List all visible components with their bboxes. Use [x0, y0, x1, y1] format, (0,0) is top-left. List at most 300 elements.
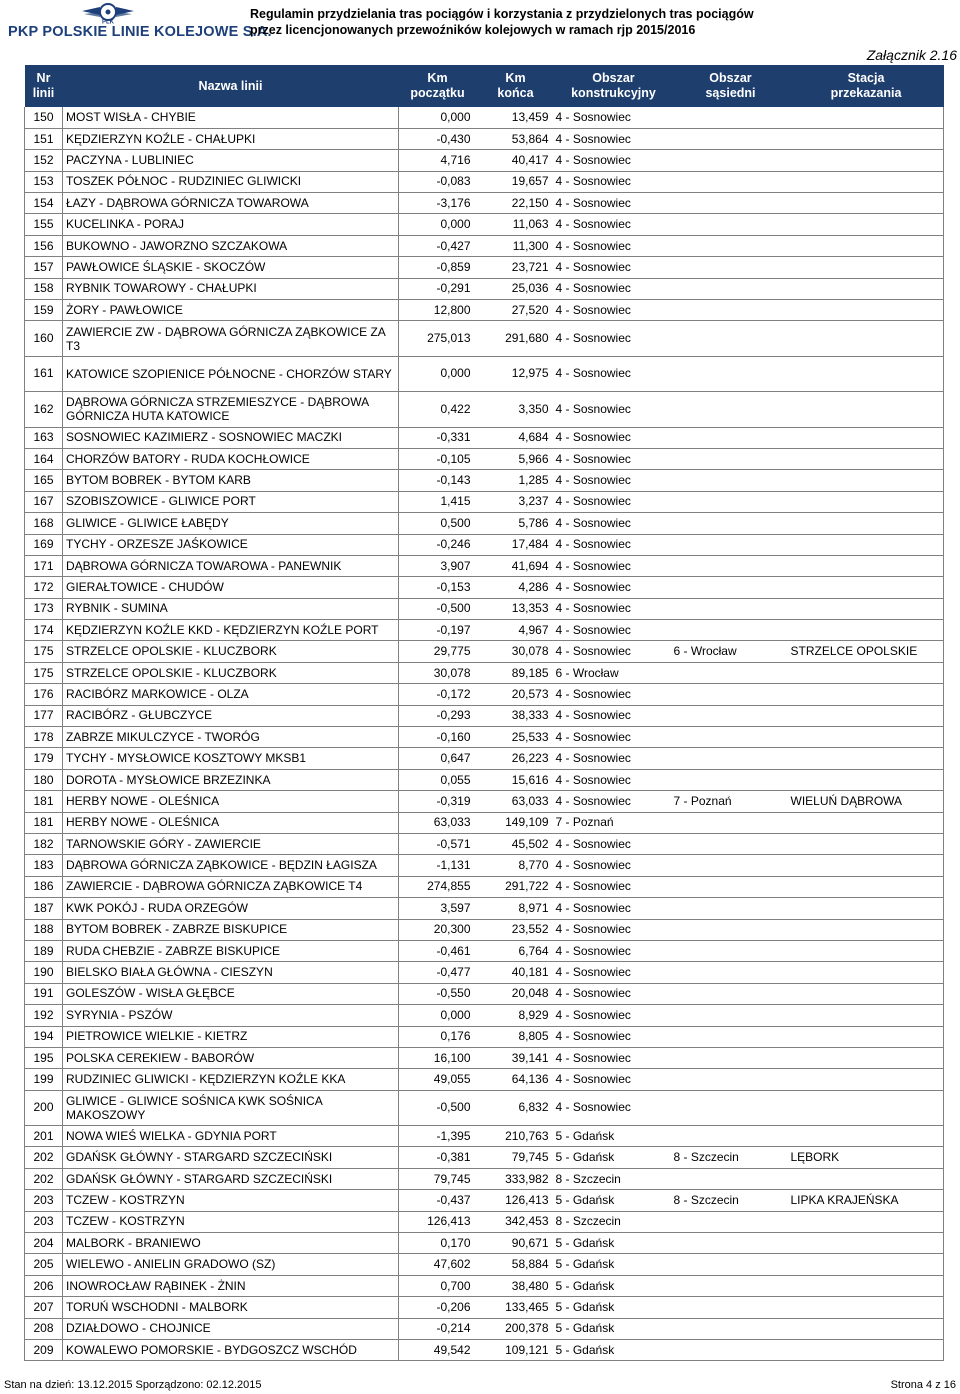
table-row: [25, 491, 944, 512]
cell-neighbor-area: [673, 855, 789, 876]
cell-km-end: 89,185: [477, 662, 555, 683]
table-row: [25, 577, 944, 598]
cell-km-end: 38,480: [477, 1275, 555, 1296]
cell-neighbor-area: [673, 1026, 789, 1047]
pkp-plk-logo: [4, 2, 272, 42]
cell-km-start: -0,246: [399, 534, 477, 555]
cell-km-start: -0,331: [399, 427, 477, 448]
table-row: [25, 235, 944, 256]
cell-line-number: 177: [25, 705, 63, 726]
cell-km-end: 15,616: [477, 769, 555, 790]
cell-area: 5 - Gdańsk: [555, 1318, 673, 1339]
cell-handover-station: [789, 748, 944, 769]
cell-line-number: 175: [25, 641, 63, 662]
cell-km-start: -0,083: [399, 171, 477, 192]
cell-neighbor-area: [673, 193, 789, 214]
table-row: [25, 1090, 944, 1125]
cell-km-start: 16,100: [399, 1047, 477, 1068]
cell-handover-station: [789, 1026, 944, 1047]
cell-km-start: 30,078: [399, 662, 477, 683]
table-row: [25, 513, 944, 534]
cell-km-start: 0,700: [399, 1275, 477, 1296]
cell-neighbor-area: [673, 1211, 789, 1232]
cell-km-start: 274,855: [399, 876, 477, 897]
cell-neighbor-area: [673, 278, 789, 299]
cell-neighbor-area: [673, 812, 789, 833]
cell-area: 4 - Sosnowiec: [555, 300, 673, 321]
cell-km-start: -0,477: [399, 962, 477, 983]
cell-line-name: DĄBROWA GÓRNICZA STRZEMIESZYCE - DĄBROWA GÓRNICZA HUTA KATOWICE: [63, 392, 399, 427]
cell-km-end: 23,721: [477, 257, 555, 278]
cell-line-number: 152: [25, 150, 63, 171]
table-row: [25, 791, 944, 812]
cell-line-number: 186: [25, 876, 63, 897]
cell-handover-station: [789, 1318, 944, 1339]
cell-area: 4 - Sosnowiec: [555, 834, 673, 855]
cell-line-number: 153: [25, 171, 63, 192]
table-body: [25, 107, 944, 1361]
cell-km-end: 3,350: [477, 392, 555, 427]
table-row: [25, 150, 944, 171]
cell-handover-station: [789, 684, 944, 705]
cell-line-number: 180: [25, 769, 63, 790]
annex-label: Załącznik 2.16: [866, 47, 957, 63]
cell-km-end: 25,533: [477, 727, 555, 748]
cell-km-start: 79,745: [399, 1168, 477, 1189]
railway-lines-table: [24, 65, 944, 1361]
cell-km-start: 63,033: [399, 812, 477, 833]
table-row: [25, 1026, 944, 1047]
cell-km-start: 3,907: [399, 555, 477, 576]
table-row: [25, 684, 944, 705]
cell-km-start: -0,381: [399, 1147, 477, 1168]
column-header-station: Stacja przekazania: [789, 65, 944, 107]
cell-handover-station: LIPKA KRAJEŃSKA: [789, 1190, 944, 1211]
cell-line-name: RACIBÓRZ MARKOWICE - OLZA: [63, 684, 399, 705]
cell-area: 4 - Sosnowiec: [555, 107, 673, 128]
cell-km-end: 90,671: [477, 1233, 555, 1254]
cell-neighbor-area: 6 - Wrocław: [673, 641, 789, 662]
column-header-area: Obszar konstrukcyjny: [555, 65, 673, 107]
cell-km-end: 291,680: [477, 321, 555, 356]
cell-area: 4 - Sosnowiec: [555, 1005, 673, 1026]
cell-area: 4 - Sosnowiec: [555, 641, 673, 662]
cell-km-start: 0,000: [399, 1005, 477, 1026]
cell-line-number: 207: [25, 1297, 63, 1318]
cell-neighbor-area: [673, 470, 789, 491]
cell-km-start: 47,602: [399, 1254, 477, 1275]
cell-line-number: 173: [25, 598, 63, 619]
cell-neighbor-area: [673, 427, 789, 448]
cell-handover-station: [789, 1126, 944, 1147]
cell-km-end: 1,285: [477, 470, 555, 491]
cell-handover-station: [789, 1254, 944, 1275]
cell-neighbor-area: [673, 171, 789, 192]
cell-line-number: 159: [25, 300, 63, 321]
cell-neighbor-area: [673, 356, 789, 391]
cell-line-name: TCZEW - KOSTRZYN: [63, 1190, 399, 1211]
cell-line-number: 187: [25, 898, 63, 919]
cell-handover-station: [789, 257, 944, 278]
cell-line-name: RACIBÓRZ - GŁUBCZYCE: [63, 705, 399, 726]
cell-km-start: 49,542: [399, 1339, 477, 1360]
cell-line-name: INOWROCŁAW RĄBINEK - ŻNIN: [63, 1275, 399, 1296]
cell-area: 4 - Sosnowiec: [555, 855, 673, 876]
cell-area: 4 - Sosnowiec: [555, 598, 673, 619]
cell-km-end: 291,722: [477, 876, 555, 897]
table-row: [25, 193, 944, 214]
cell-neighbor-area: [673, 962, 789, 983]
cell-neighbor-area: [673, 1126, 789, 1147]
cell-neighbor-area: [673, 128, 789, 149]
cell-km-end: 20,573: [477, 684, 555, 705]
cell-line-number: 168: [25, 513, 63, 534]
cell-handover-station: [789, 834, 944, 855]
cell-handover-station: [789, 983, 944, 1004]
cell-line-name: GIERAŁTOWICE - CHUDÓW: [63, 577, 399, 598]
cell-area: 4 - Sosnowiec: [555, 1047, 673, 1068]
cell-km-end: 3,237: [477, 491, 555, 512]
cell-area: 4 - Sosnowiec: [555, 257, 673, 278]
cell-line-name: STRZELCE OPOLSKIE - KLUCZBORK: [63, 662, 399, 683]
cell-line-number: 181: [25, 791, 63, 812]
cell-neighbor-area: [673, 214, 789, 235]
table-header-row: [25, 65, 944, 107]
cell-km-start: -0,160: [399, 727, 477, 748]
cell-area: 4 - Sosnowiec: [555, 1026, 673, 1047]
cell-km-start: -0,859: [399, 257, 477, 278]
cell-area: 4 - Sosnowiec: [555, 769, 673, 790]
cell-line-number: 162: [25, 392, 63, 427]
cell-km-start: -0,172: [399, 684, 477, 705]
cell-km-end: 27,520: [477, 300, 555, 321]
cell-handover-station: [789, 214, 944, 235]
cell-line-name: WIELEWO - ANIELIN GRADOWO (SZ): [63, 1254, 399, 1275]
table-row: [25, 1005, 944, 1026]
cell-km-start: 49,055: [399, 1069, 477, 1090]
cell-line-name: TOSZEK PÓŁNOC - RUDZINIEC GLIWICKI: [63, 171, 399, 192]
cell-area: 5 - Gdańsk: [555, 1147, 673, 1168]
cell-line-number: 163: [25, 427, 63, 448]
cell-km-end: 149,109: [477, 812, 555, 833]
cell-km-start: -0,143: [399, 470, 477, 491]
cell-line-number: 183: [25, 855, 63, 876]
cell-neighbor-area: [673, 257, 789, 278]
cell-area: 4 - Sosnowiec: [555, 919, 673, 940]
cell-neighbor-area: [673, 1047, 789, 1068]
cell-line-name: RYBNIK TOWAROWY - CHAŁUPKI: [63, 278, 399, 299]
cell-line-name: GDAŃSK GŁÓWNY - STARGARD SZCZECIŃSKI: [63, 1147, 399, 1168]
cell-line-name: TYCHY - MYSŁOWICE KOSZTOWY MKSB1: [63, 748, 399, 769]
cell-area: 6 - Wrocław: [555, 662, 673, 683]
cell-line-name: TYCHY - ORZESZE JAŚKOWICE: [63, 534, 399, 555]
cell-handover-station: [789, 598, 944, 619]
cell-area: 4 - Sosnowiec: [555, 555, 673, 576]
cell-handover-station: [789, 769, 944, 790]
cell-line-number: 191: [25, 983, 63, 1004]
cell-km-end: 5,786: [477, 513, 555, 534]
cell-handover-station: [789, 470, 944, 491]
cell-km-start: -0,105: [399, 448, 477, 469]
cell-handover-station: [789, 356, 944, 391]
cell-area: 4 - Sosnowiec: [555, 392, 673, 427]
cell-line-name: RYBNIK - SUMINA: [63, 598, 399, 619]
cell-line-name: POLSKA CEREKIEW - BABORÓW: [63, 1047, 399, 1068]
cell-km-end: 13,353: [477, 598, 555, 619]
cell-line-number: 164: [25, 448, 63, 469]
cell-handover-station: [789, 1211, 944, 1232]
cell-line-number: 189: [25, 940, 63, 961]
cell-handover-station: [789, 662, 944, 683]
cell-km-end: 63,033: [477, 791, 555, 812]
cell-line-name: NOWA WIEŚ WIELKA - GDYNIA PORT: [63, 1126, 399, 1147]
cell-line-number: 202: [25, 1168, 63, 1189]
cell-neighbor-area: [673, 300, 789, 321]
column-header-name: Nazwa linii: [63, 65, 399, 107]
cell-neighbor-area: [673, 235, 789, 256]
cell-area: 4 - Sosnowiec: [555, 898, 673, 919]
cell-line-name: SOSNOWIEC KAZIMIERZ - SOSNOWIEC MACZKI: [63, 427, 399, 448]
cell-line-number: 156: [25, 235, 63, 256]
table-row: [25, 1254, 944, 1275]
cell-neighbor-area: [673, 727, 789, 748]
table-row: [25, 940, 944, 961]
table-row: [25, 1211, 944, 1232]
cell-area: 4 - Sosnowiec: [555, 1069, 673, 1090]
cell-km-start: -0,291: [399, 278, 477, 299]
cell-neighbor-area: [673, 1297, 789, 1318]
cell-area: 4 - Sosnowiec: [555, 1090, 673, 1125]
table-row: [25, 171, 944, 192]
cell-line-name: MALBORK - BRANIEWO: [63, 1233, 399, 1254]
cell-km-start: -1,131: [399, 855, 477, 876]
cell-line-name: GLIWICE - GLIWICE SOŚNICA KWK SOŚNICA MAKOSZOWY: [63, 1090, 399, 1125]
cell-km-start: 275,013: [399, 321, 477, 356]
cell-neighbor-area: [673, 321, 789, 356]
cell-km-end: 4,286: [477, 577, 555, 598]
cell-handover-station: [789, 555, 944, 576]
cell-neighbor-area: [673, 448, 789, 469]
cell-km-end: 26,223: [477, 748, 555, 769]
cell-handover-station: [789, 705, 944, 726]
table-row: [25, 898, 944, 919]
cell-line-number: 182: [25, 834, 63, 855]
cell-line-number: 175: [25, 662, 63, 683]
cell-line-number: 190: [25, 962, 63, 983]
cell-neighbor-area: [673, 1005, 789, 1026]
cell-handover-station: [789, 1233, 944, 1254]
table-row: [25, 662, 944, 683]
cell-neighbor-area: [673, 598, 789, 619]
cell-line-number: 158: [25, 278, 63, 299]
table-row: [25, 321, 944, 356]
cell-area: 4 - Sosnowiec: [555, 684, 673, 705]
cell-km-end: 6,764: [477, 940, 555, 961]
cell-area: 5 - Gdańsk: [555, 1233, 673, 1254]
cell-line-name: PACZYNA - LUBLINIEC: [63, 150, 399, 171]
cell-km-start: -1,395: [399, 1126, 477, 1147]
cell-line-name: MOST WISŁA - CHYBIE: [63, 107, 399, 128]
cell-km-end: 11,063: [477, 214, 555, 235]
cell-neighbor-area: 8 - Szczecin: [673, 1147, 789, 1168]
column-header-neighbor: Obszar sąsiedni: [673, 65, 789, 107]
cell-km-end: 13,459: [477, 107, 555, 128]
cell-line-name: KOWALEWO POMORSKIE - BYDGOSZCZ WSCHÓD: [63, 1339, 399, 1360]
cell-km-end: 200,378: [477, 1318, 555, 1339]
cell-km-start: 126,413: [399, 1211, 477, 1232]
cell-handover-station: [789, 300, 944, 321]
cell-km-start: 4,716: [399, 150, 477, 171]
cell-area: 5 - Gdańsk: [555, 1275, 673, 1296]
cell-km-start: 0,176: [399, 1026, 477, 1047]
cell-area: 8 - Szczecin: [555, 1168, 673, 1189]
logo-mark-text: PLK: [102, 19, 114, 24]
cell-line-name: GDAŃSK GŁÓWNY - STARGARD SZCZECIŃSKI: [63, 1168, 399, 1189]
cell-line-number: 171: [25, 555, 63, 576]
cell-km-start: 12,800: [399, 300, 477, 321]
cell-line-name: ŻORY - PAWŁOWICE: [63, 300, 399, 321]
cell-km-start: -0,319: [399, 791, 477, 812]
page-header: [0, 0, 960, 44]
cell-km-end: 5,966: [477, 448, 555, 469]
footer-page-number: Strona 4 z 16: [890, 1379, 956, 1391]
cell-area: 4 - Sosnowiec: [555, 791, 673, 812]
cell-neighbor-area: [673, 983, 789, 1004]
table-row: [25, 392, 944, 427]
table-row: [25, 855, 944, 876]
cell-line-name: GLIWICE - GLIWICE ŁABĘDY: [63, 513, 399, 534]
cell-area: 4 - Sosnowiec: [555, 876, 673, 897]
table-row: [25, 705, 944, 726]
cell-area: 4 - Sosnowiec: [555, 235, 673, 256]
cell-km-end: 8,805: [477, 1026, 555, 1047]
cell-handover-station: [789, 513, 944, 534]
cell-km-end: 126,413: [477, 1190, 555, 1211]
table-row: [25, 812, 944, 833]
cell-line-name: SZOBISZOWICE - GLIWICE PORT: [63, 491, 399, 512]
cell-handover-station: [789, 534, 944, 555]
cell-km-end: 109,121: [477, 1339, 555, 1360]
cell-km-start: -0,293: [399, 705, 477, 726]
cell-neighbor-area: [673, 662, 789, 683]
cell-handover-station: [789, 812, 944, 833]
cell-km-start: 1,415: [399, 491, 477, 512]
cell-line-number: 188: [25, 919, 63, 940]
cell-line-name: ZABRZE MIKULCZYCE - TWORÓG: [63, 727, 399, 748]
cell-km-end: 64,136: [477, 1069, 555, 1090]
cell-neighbor-area: [673, 392, 789, 427]
cell-area: 4 - Sosnowiec: [555, 278, 673, 299]
cell-area: 5 - Gdańsk: [555, 1297, 673, 1318]
cell-line-number: 202: [25, 1147, 63, 1168]
cell-neighbor-area: [673, 705, 789, 726]
cell-handover-station: [789, 321, 944, 356]
cell-line-number: 150: [25, 107, 63, 128]
cell-neighbor-area: [673, 1233, 789, 1254]
cell-line-number: 165: [25, 470, 63, 491]
table-row: [25, 983, 944, 1004]
table-row: [25, 748, 944, 769]
cell-km-end: 210,763: [477, 1126, 555, 1147]
cell-line-name: CHORZÓW BATORY - RUDA KOCHŁOWICE: [63, 448, 399, 469]
cell-km-start: 0,000: [399, 356, 477, 391]
cell-handover-station: [789, 855, 944, 876]
table-row: [25, 876, 944, 897]
cell-area: 4 - Sosnowiec: [555, 727, 673, 748]
cell-area: 4 - Sosnowiec: [555, 128, 673, 149]
table-row: [25, 1297, 944, 1318]
cell-km-start: -0,500: [399, 598, 477, 619]
cell-line-number: 200: [25, 1090, 63, 1125]
cell-area: 4 - Sosnowiec: [555, 577, 673, 598]
cell-area: 5 - Gdańsk: [555, 1254, 673, 1275]
cell-area: 5 - Gdańsk: [555, 1190, 673, 1211]
table-row: [25, 919, 944, 940]
table-row: [25, 356, 944, 391]
cell-line-number: 208: [25, 1318, 63, 1339]
cell-km-end: 25,036: [477, 278, 555, 299]
cell-line-name: GOLESZÓW - WISŁA GŁĘBCE: [63, 983, 399, 1004]
cell-km-end: 4,684: [477, 427, 555, 448]
cell-handover-station: [789, 898, 944, 919]
cell-km-end: 19,657: [477, 171, 555, 192]
cell-neighbor-area: [673, 577, 789, 598]
cell-line-number: 194: [25, 1026, 63, 1047]
title-line-1: Regulamin przydzielania tras pociągów i korzystania z przydzielonych tras pociągów: [250, 7, 754, 21]
cell-handover-station: [789, 448, 944, 469]
cell-line-name: SYRYNIA - PSZÓW: [63, 1005, 399, 1026]
cell-km-start: -0,430: [399, 128, 477, 149]
cell-line-number: 172: [25, 577, 63, 598]
cell-line-name: KATOWICE SZOPIENICE PÓŁNOCNE - CHORZÓW STARY: [63, 356, 399, 391]
cell-area: 4 - Sosnowiec: [555, 513, 673, 534]
cell-line-number: 203: [25, 1211, 63, 1232]
cell-handover-station: LĘBORK: [789, 1147, 944, 1168]
cell-line-number: 160: [25, 321, 63, 356]
cell-area: 4 - Sosnowiec: [555, 321, 673, 356]
table-row: [25, 598, 944, 619]
cell-neighbor-area: [673, 513, 789, 534]
cell-line-name: PAWŁOWICE ŚLĄSKIE - SKOCZÓW: [63, 257, 399, 278]
cell-km-start: -0,153: [399, 577, 477, 598]
cell-area: 4 - Sosnowiec: [555, 150, 673, 171]
cell-km-start: 0,170: [399, 1233, 477, 1254]
table-row: [25, 834, 944, 855]
cell-neighbor-area: [673, 748, 789, 769]
cell-line-name: RUDA CHEBZIE - ZABRZE BISKUPICE: [63, 940, 399, 961]
cell-km-start: 0,000: [399, 214, 477, 235]
table-row: [25, 1190, 944, 1211]
cell-line-number: 174: [25, 620, 63, 641]
cell-km-end: 8,929: [477, 1005, 555, 1026]
cell-area: 4 - Sosnowiec: [555, 705, 673, 726]
cell-line-name: DZIAŁDOWO - CHOJNICE: [63, 1318, 399, 1339]
table-row: [25, 1047, 944, 1068]
winged-wheel-logo-icon: [80, 2, 136, 24]
cell-km-end: 333,982: [477, 1168, 555, 1189]
cell-line-number: 151: [25, 128, 63, 149]
cell-km-start: -0,427: [399, 235, 477, 256]
cell-area: 4 - Sosnowiec: [555, 940, 673, 961]
cell-line-number: 161: [25, 356, 63, 391]
cell-line-name: DĄBROWA GÓRNICZA TOWAROWA - PANEWNIK: [63, 555, 399, 576]
cell-km-start: 20,300: [399, 919, 477, 940]
cell-neighbor-area: [673, 620, 789, 641]
cell-line-name: ŁAZY - DĄBROWA GÓRNICZA TOWAROWA: [63, 193, 399, 214]
cell-handover-station: [789, 1339, 944, 1360]
table-row: [25, 128, 944, 149]
cell-area: 4 - Sosnowiec: [555, 962, 673, 983]
